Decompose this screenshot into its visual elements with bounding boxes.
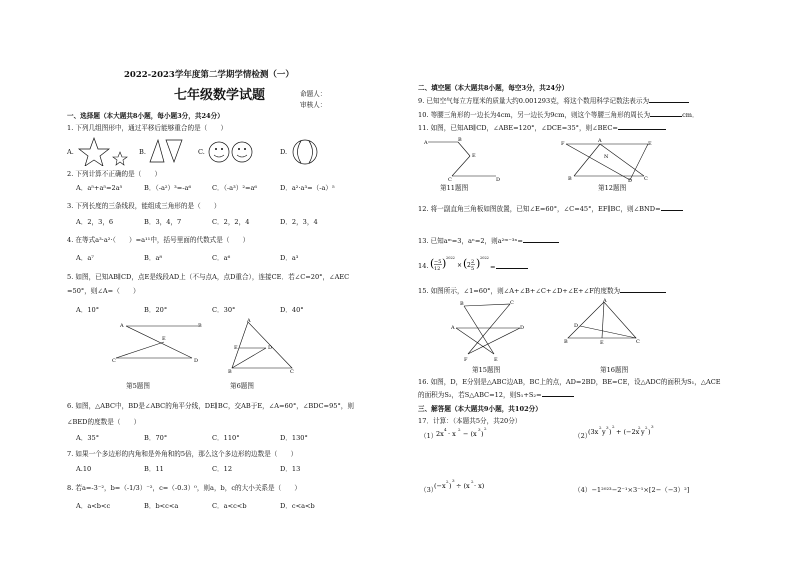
q17-part-3-label: （3） [420,486,438,494]
q16-answer-blank[interactable] [542,390,574,397]
svg-text:+ (−2x: + (−2x [616,428,640,436]
figure-16-triangle [564,298,640,348]
svg-text:): ) [609,428,612,436]
svg-text:÷ (x: ÷ (x [456,482,470,490]
svg-text:B: B [460,301,464,307]
svg-text:F: F [464,357,468,363]
q4-option-d: D．a³ [280,254,299,262]
exam-title: 2022-2023学年度第二学期学情检测（一） [124,70,294,80]
svg-text:A: A [598,138,602,144]
svg-text:A: A [603,298,607,304]
q17-part-2-expression [586,420,696,438]
left-column [62,0,382,562]
question-1: 1. 下列几组图形中，通过平移后能够重合的是（ ） [67,124,228,132]
svg-text:2: 2 [446,479,449,484]
question-16-line2 [418,390,574,399]
q10-answer-blank[interactable] [650,110,682,117]
q1-figure-b-triangles [148,138,184,164]
q1-option-a: A. [67,148,74,156]
svg-text:2: 2 [471,479,474,484]
svg-text:B: B [198,323,202,329]
q5-option-b: B．20° [144,306,168,314]
question-6-line2: ∠BED的度数是（ ） [67,418,141,426]
question-9-text: 9. 已知空气每立方厘米的质量大约0.001293克，将这个数用科学记数法表示为 [418,97,650,105]
q5-option-c: C．30° [212,306,236,314]
svg-text:D: D [496,177,501,182]
svg-text:2022: 2022 [480,256,489,260]
q7-option-a: A.10 [76,465,92,473]
question-9 [418,96,689,105]
svg-text:4: 4 [444,427,447,432]
q14-answer-blank[interactable] [496,262,528,269]
q5-option-d: D．40° [280,306,304,314]
question-16-text: 的面积为S₂，若S△ABC=12，则S₁+S₂= [418,391,542,399]
figure-12-caption: 第12题图 [598,184,627,192]
svg-text:×: × [457,262,463,269]
svg-text:D: D [520,325,525,331]
q15-answer-blank[interactable] [620,286,666,293]
svg-text:2: 2 [645,425,648,430]
q1-figure-d-circle [290,138,320,166]
q17-part-4: （4）−1²⁰²³−2⁻¹×3⁻¹×[2−（−3）²] [574,486,690,494]
q17-part-2-label: （2） [574,432,592,440]
q3-option-c: C．2，2，4 [212,218,250,226]
figure-11-parallel-lines [422,136,502,182]
svg-text:B: B [228,369,232,374]
q1-figure-c-smileys [208,140,254,164]
q3-option-a: A．2，3，6 [76,218,114,226]
figure-12-triangle-rulers [556,136,656,182]
q10-unit: cm． [682,111,699,119]
question-5-line2: =50°，则∠A=（ ） [67,287,140,295]
question-3: 3. 下列长度的三条线段，能组成三角形的是（ ） [67,202,221,210]
svg-text:E: E [648,141,652,147]
figure-6-caption: 第6题图 [230,382,254,390]
svg-text:E: E [494,357,498,363]
q17-part-3-expression [434,474,534,492]
q4-option-b: B．a⁸ [144,254,163,262]
right-column [416,0,746,562]
question-7: 7. 如果一个多边形的内角和是外角和的5倍，那么这个多边形的边数是（ ） [67,450,298,458]
svg-text:− (x: − (x [463,430,477,438]
figure-16-caption: 第16题图 [600,366,629,374]
svg-text:(: ( [463,257,468,270]
q17-part-1-expression [434,422,524,440]
svg-text:D: D [628,178,633,182]
q17-part-1-label: （1） [420,432,438,440]
svg-text:−5: −5 [434,259,442,265]
q9-answer-blank[interactable] [649,96,689,103]
svg-text:· x): · x) [474,482,485,490]
subject-title: 七年级数学试题 [174,88,266,103]
question-12-text: 12. 将一副直角三角板如图放置，已知∠E=60°，∠C=45°，EF∥BC，则∠BND= [418,205,661,213]
question-17: 17．计算：（本题共5分，共20分） [418,417,522,425]
q1-option-d: D. [280,148,288,156]
question-4: 4. 在等式a³·a²·（ ）=a¹¹中，括号里面的代数式是（ ） [67,236,250,244]
q11-answer-blank[interactable] [618,123,666,130]
svg-text:B: B [564,339,568,345]
svg-text:E: E [234,345,238,351]
svg-text:): ) [449,482,452,490]
svg-text:3: 3 [452,478,455,483]
q8-option-d: D．c<a<b [280,502,315,510]
question-15-text: 15. 如图所示，∠1=60°，则∠A+∠B+∠C+∠D+∠E+∠F的度数为 [418,287,621,295]
svg-text:D: D [194,358,199,364]
svg-text:2: 2 [471,259,475,265]
svg-text:E: E [162,336,166,342]
q2-option-b: B．（-a²）³=-a⁶ [144,184,192,192]
svg-text:2: 2 [638,425,641,430]
q6-option-c: C．110° [212,434,240,442]
svg-text:N: N [604,154,609,160]
svg-text:C: C [112,358,116,364]
question-8: 8. 若a=-3⁻²，b=（-1/3）⁻²，c=（-0.3）⁰，则a，b，c的大小关系是（ ） [67,484,301,492]
q4-option-c: C．a⁶ [212,254,231,262]
q8-option-b: B．b<c<a [144,502,179,510]
q7-option-d: D．13 [280,465,301,473]
q1-option-c: C. [198,148,205,156]
question-13 [418,236,559,245]
q2-option-c: C．（-a³）²=a⁶ [212,184,258,192]
svg-text:5: 5 [471,266,475,272]
svg-text:3: 3 [478,427,481,432]
q13-answer-blank[interactable] [523,236,559,243]
q8-option-a: A．a<b<c [76,502,111,510]
question-13-text: 13. 已知aᵐ=3，aⁿ=2，则a²ᵐ⁻³ⁿ= [418,237,523,245]
svg-text:(−x: (−x [434,482,446,490]
svg-text:y: y [602,428,606,436]
svg-text:E: E [472,153,476,159]
svg-text:C: C [644,176,648,182]
question-2: 2. 下列计算不正确的是（ ） [67,170,162,178]
svg-text:2: 2 [458,427,461,432]
svg-text:B: B [568,176,572,182]
q8-option-c: C．a<c<b [212,502,247,510]
figure-5-caption: 第5题图 [126,382,150,390]
svg-text:D: D [574,323,579,329]
svg-text:2: 2 [467,262,471,269]
svg-text:): ) [648,428,651,436]
question-11 [418,123,666,132]
section-2-heading: 二、填空题（本大题共8小题，每空3分，共24分） [418,84,569,92]
q1-figure-a-stars [76,136,128,166]
svg-text:2: 2 [599,425,602,430]
question-10 [418,110,699,119]
q12-answer-blank[interactable] [661,204,683,211]
reviewer-label: 审核人： [300,101,327,109]
section-1-heading: 一、选择题（本大题共8小题，每小题3分，共24分） [67,112,224,120]
question-12 [418,204,683,213]
figure-15-caption: 第15题图 [472,366,501,374]
question-14: 14. [418,262,429,270]
svg-text:C: C [636,339,640,345]
q3-option-b: B．3，4，7 [144,218,182,226]
svg-text:F: F [561,141,565,147]
section-3-heading: 三、解答题（本大题共9小题，共102分） [418,405,542,413]
q4-option-a: A．a⁷ [76,254,94,262]
question-16-line1: 16. 如图，D，E分别是△ABC边AB，BC上的点，AD=2BD，BE=CE，设△ADC的面积为S₁，△ACE [418,378,721,386]
svg-text:A: A [120,323,124,329]
svg-text:A: A [451,325,455,331]
q2-option-a: A．a⁵+a⁵=2a⁵ [76,184,123,192]
svg-text:A: A [424,140,428,146]
question-6-line1: 6. 如图，△ABC中，BD是∠ABC的角平分线，DE∥BC，交AB于E，∠A=60°，∠BDC=95°，则 [67,402,354,410]
svg-text:C: C [448,177,452,182]
question-5-line1: 5. 如图，已知AB∥CD，点E是线段AD上（不与点A，点D重合），连接CE．若∠C=20°，∠AEC [67,273,350,281]
svg-text:(3x: (3x [588,428,599,436]
q7-option-c: C．12 [212,465,233,473]
q14-equals-sign: = [490,263,496,271]
svg-text:· x: · x [448,430,456,438]
q6-option-b: B．70° [144,434,168,442]
q6-option-a: A．35° [76,434,100,442]
q6-option-d: D．130° [280,434,308,442]
figure-11-caption: 第11题图 [440,184,469,192]
figure-6-triangle [226,318,296,374]
figure-15-star [450,298,526,364]
svg-text:B: B [458,137,462,143]
svg-text:D: D [268,345,273,351]
svg-text:2: 2 [612,424,615,429]
svg-text:(: ( [430,257,435,270]
q7-option-b: B．11 [144,465,164,473]
svg-text:12: 12 [434,266,441,272]
svg-text:C: C [510,300,514,306]
q3-option-d: D．2，3，4 [280,218,318,226]
q5-option-a: A．10° [76,306,100,314]
svg-text:y: y [641,428,645,436]
question-15 [418,286,666,295]
svg-text:A: A [247,318,251,324]
q14-equals [490,262,528,271]
figure-5-parallel-lines [112,318,202,364]
svg-text:2022: 2022 [446,256,455,260]
q2-option-d: D．a²·a³=（-a）⁵ [280,184,335,192]
svg-text:C: C [290,369,294,374]
proposer-label: 命题人： [300,90,327,98]
question-11-text: 11. 如图，已知AB∥CD，∠ABE=120°，∠DCE=35°，则∠BEC= [418,124,618,132]
svg-text:): ) [476,257,481,270]
svg-text:2: 2 [484,426,487,431]
svg-text:3: 3 [606,425,609,430]
q1-option-b: B. [139,148,146,156]
svg-text:): ) [481,430,484,438]
question-10-text: 10. 等腰三角形的一边长为4cm，另一边长为9cm，则这个等腰三角形的周长为 [418,111,651,119]
svg-text:3: 3 [651,424,654,429]
svg-text:2x: 2x [436,430,444,438]
svg-text:): ) [442,257,447,270]
svg-text:E: E [600,340,604,346]
